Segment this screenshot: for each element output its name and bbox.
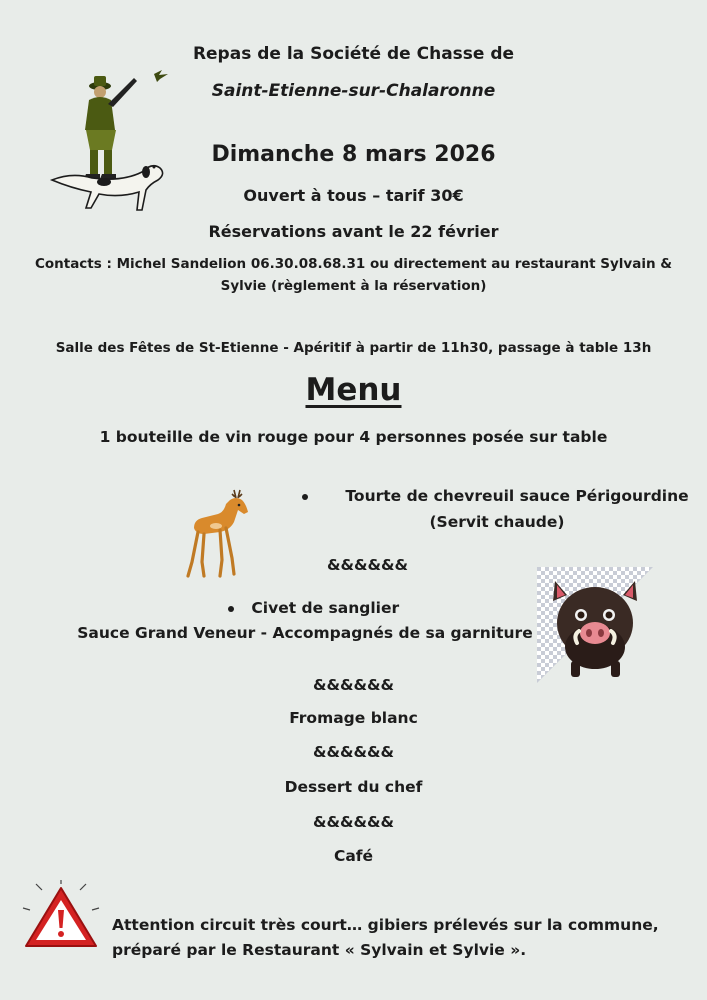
bullet-icon xyxy=(228,606,234,612)
open-price: Ouvert à tous – tarif 30€ xyxy=(243,186,464,205)
reservations-deadline: Réservations avant le 22 février xyxy=(208,222,499,241)
course-4: Dessert du chef xyxy=(284,778,423,796)
course-1-line-1: Tourte de chevreuil sauce Périgourdine xyxy=(345,487,689,505)
course-2-bullet-row xyxy=(228,599,399,617)
title-line-1: Repas de la Société de Chasse de xyxy=(192,44,515,64)
separator-3: &&&&&& xyxy=(312,743,395,761)
warning-line-2: préparé par le Restaurant « Sylvain et Sylvie ». xyxy=(112,941,527,959)
menu-title: Menu xyxy=(305,372,402,408)
separator-1: &&&&&& xyxy=(326,556,409,574)
event-date: Dimanche 8 mars 2026 xyxy=(211,142,496,167)
course-2-line-2: Sauce Grand Veneur - Accompagnés de sa garniture xyxy=(77,624,533,642)
separator-2: &&&&&& xyxy=(312,676,395,694)
bullet-icon xyxy=(302,494,308,500)
course-1-line-2: (Servit chaude) xyxy=(429,513,565,531)
title-line-2: Saint-Etienne-sur-Chalaronne xyxy=(211,81,496,101)
course-2-line-1: Civet de sanglier xyxy=(251,599,400,617)
warning-line-1: Attention circuit très court… gibiers prélevés sur la commune, xyxy=(112,916,659,934)
course-5: Café xyxy=(333,847,374,865)
wine-note: 1 bouteille de vin rouge pour 4 personnes posée sur table xyxy=(99,428,608,446)
course-1-bullet-row xyxy=(302,487,689,505)
contacts-line-1: Contacts : Michel Sandelion 06.30.08.68.31 ou directement au restaurant Sylvain & xyxy=(34,256,673,272)
venue-schedule: Salle des Fêtes de St-Etienne - Apéritif à partir de 11h30, passage à table 13h xyxy=(55,340,652,356)
course-3: Fromage blanc xyxy=(289,709,418,727)
contacts-line-2: Sylvie (règlement à la réservation) xyxy=(220,278,487,294)
warning-icon xyxy=(22,880,100,952)
separator-4: &&&&&& xyxy=(312,813,395,831)
